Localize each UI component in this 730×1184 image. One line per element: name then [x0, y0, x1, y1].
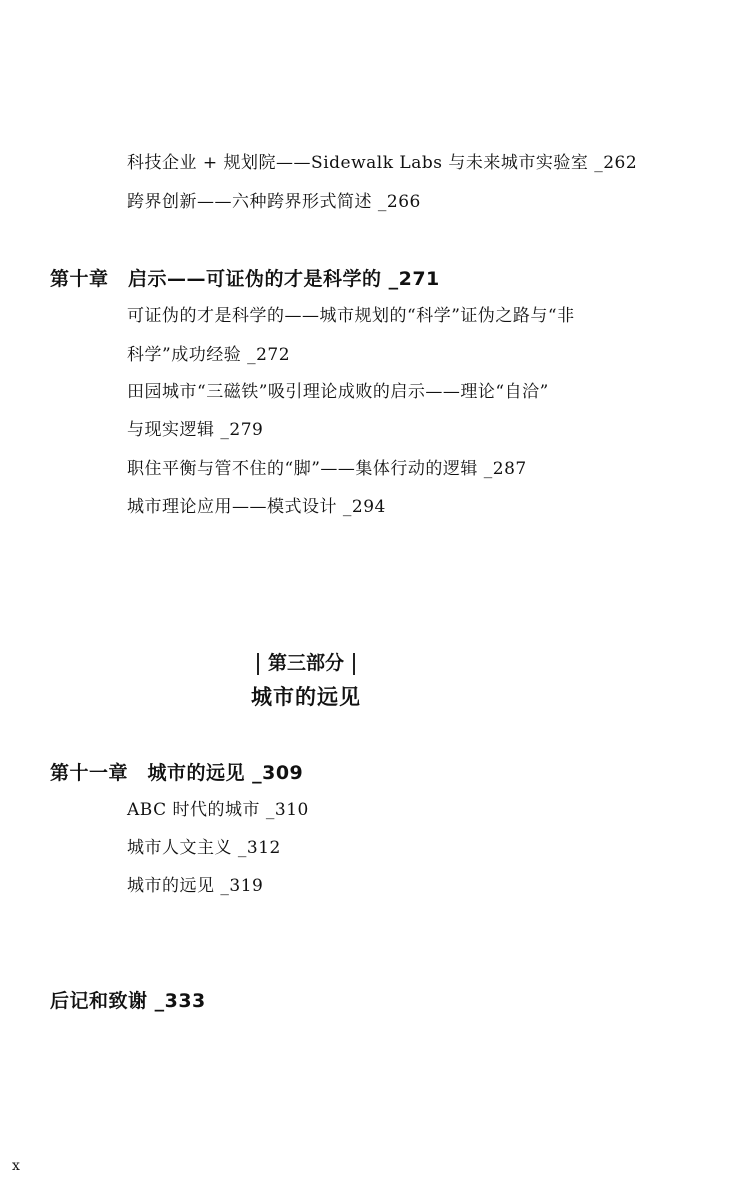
- afterword-heading: 后记和致谢 _333: [50, 990, 206, 1012]
- toc-entry: 与现实逻辑 _279: [127, 420, 264, 440]
- toc-entry: 田园城市“三磁铁”吸引理论成败的启示——理论“自洽”: [127, 382, 549, 402]
- toc-entry: 跨界创新——六种跨界形式简述 _266: [127, 192, 421, 212]
- toc-entry: 职住平衡与管不住的“脚”——集体行动的逻辑 _287: [127, 459, 527, 479]
- toc-entry: ABC 时代的城市 _310: [127, 800, 309, 820]
- toc-entry: 科技企业 + 规划院——Sidewalk Labs 与未来城市实验室 _262: [127, 153, 638, 173]
- toc-entry: 可证伪的才是科学的——城市规划的“科学”证伪之路与“非: [127, 306, 575, 326]
- chapter-heading: 第十一章 城市的远见 _309: [50, 762, 304, 784]
- page-number: x: [12, 1158, 20, 1174]
- chapter-heading: 第十章 启示——可证伪的才是科学的 _271: [50, 268, 440, 290]
- part-label-text: 第三部分: [267, 652, 344, 674]
- toc-entry: 城市的远见 _319: [127, 876, 264, 896]
- toc-entry: 城市理论应用——模式设计 _294: [127, 497, 386, 517]
- part-title: 城市的远见: [251, 685, 361, 709]
- part-divider-left: [257, 653, 259, 675]
- toc-entry: 科学”成功经验 _272: [127, 345, 291, 365]
- part-divider-right: [353, 653, 355, 675]
- toc-entry: 城市人文主义 _312: [127, 838, 281, 858]
- part-label: [0, 648, 612, 675]
